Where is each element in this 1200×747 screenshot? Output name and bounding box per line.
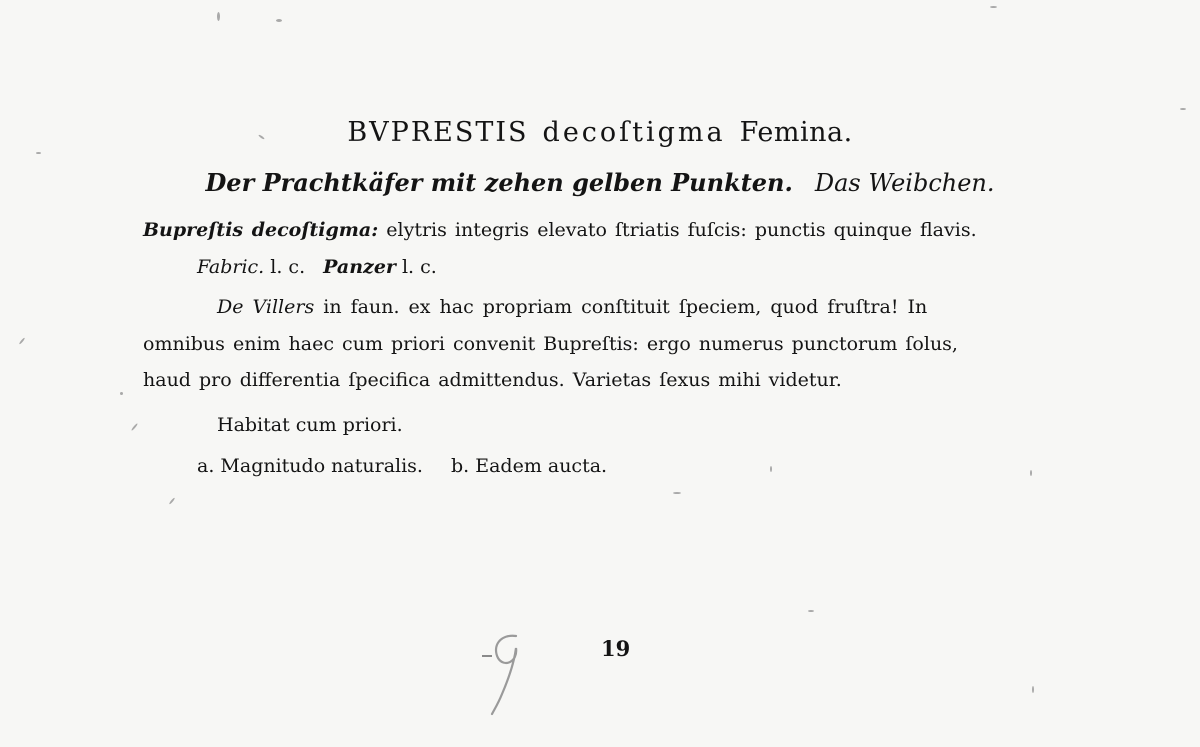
scan-speck <box>276 19 282 22</box>
discussion-line: omnibus enim haec cum priori convenit Bupreſtis: ergo numerus punctorum ſolus, <box>143 333 958 355</box>
figure-caption-b: b. Eadem aucta. <box>450 455 608 477</box>
genus-name: BVPRESTIS <box>347 117 529 148</box>
discussion-text: in faun. ex hac propriam conſtituit ſpeciem, quod fruſtra! In <box>323 296 928 318</box>
scan-speck <box>1032 686 1034 693</box>
discussion-author: De Villers <box>217 296 315 318</box>
german-name: Der Prachtkäfer mit zehen gelben Punkten. <box>205 168 793 197</box>
scan-speck <box>770 466 772 472</box>
ref-author-fabricius: Fabric. <box>197 256 265 278</box>
ref-location: l. c. <box>401 256 437 278</box>
figure-caption-a: a. Magnitudo naturalis. <box>197 455 423 477</box>
scan-speck <box>1180 108 1186 110</box>
species-title <box>0 117 1200 148</box>
pencil-mark <box>478 628 538 718</box>
figure-captions <box>197 455 607 477</box>
reference-line <box>197 256 437 278</box>
scan-speck <box>120 392 123 395</box>
habitat-line: Habitat cum priori. <box>217 414 403 436</box>
scan-speck <box>808 610 814 612</box>
scan-speck <box>1030 470 1032 476</box>
discussion-line: haud pro differentia ſpecifica admittendus. Varietas ſexus mihi videtur. <box>143 369 842 391</box>
german-sex: Das Weibchen. <box>814 169 995 197</box>
scan-speck <box>19 337 26 344</box>
ref-location: l. c. <box>270 256 306 278</box>
ref-author-panzer: Panzer <box>323 256 396 278</box>
synonym-description: elytris integris elevato ſtriatis fuſcis: punctis quinque flavis. <box>386 219 977 241</box>
sex-label: Femina. <box>739 117 853 148</box>
scan-speck <box>36 152 41 154</box>
discussion-line <box>217 296 927 318</box>
scan-speck <box>217 12 220 21</box>
synonym-name: Bupreſtis decoſtigma: <box>143 219 379 241</box>
german-subtitle <box>0 168 1200 197</box>
synonymy-line <box>143 219 977 241</box>
species-name: decoſtigma <box>542 117 726 148</box>
scan-speck <box>131 423 138 431</box>
page-number: 19 <box>601 636 631 661</box>
scan-speck <box>990 6 997 8</box>
scan-speck <box>169 497 176 504</box>
scan-speck <box>673 492 681 494</box>
